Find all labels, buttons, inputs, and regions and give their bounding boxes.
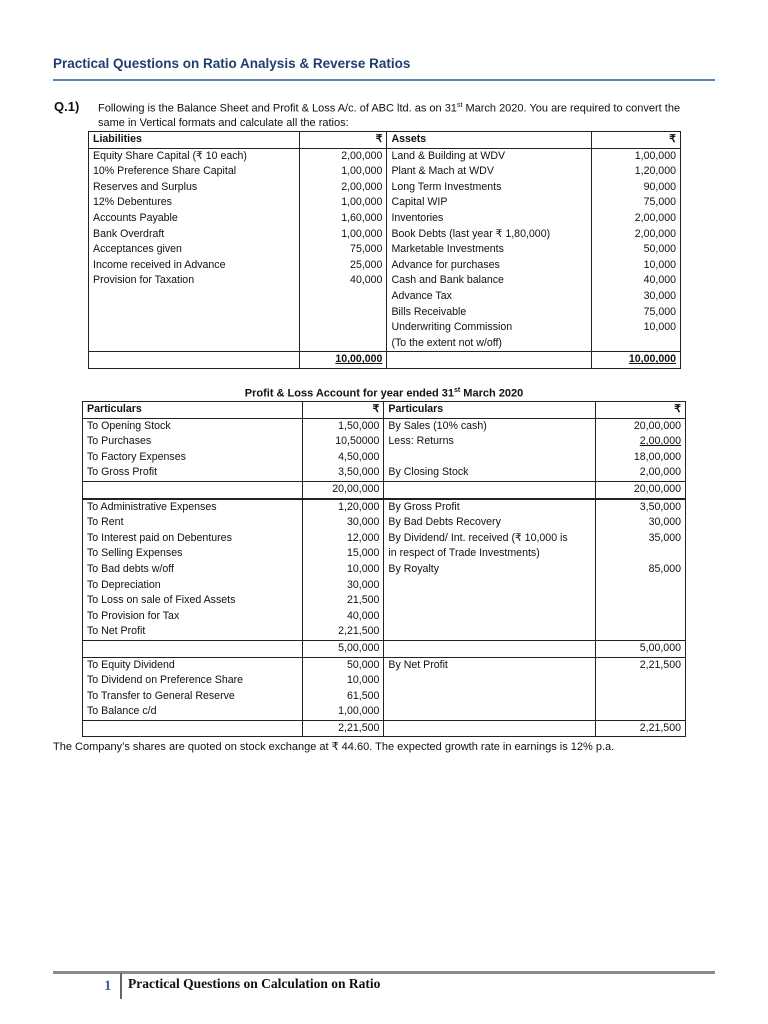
trading-row-r: By Sales (10% cash) <box>388 419 487 432</box>
balance-sheet-row <box>89 242 681 258</box>
profit-loss-row-cell <box>83 624 303 640</box>
question-text-sup: st <box>456 102 463 109</box>
profit-loss-row <box>83 515 686 531</box>
trading-row <box>83 450 686 466</box>
balance-sheet-row-cell <box>592 289 681 305</box>
balance-sheet-row-av: 50,000 <box>643 243 676 256</box>
trading-row-cell <box>384 418 596 434</box>
balance-sheet-row-cell <box>387 148 592 164</box>
profit-loss-row-cell <box>384 562 596 578</box>
appropriation-row-lv: 1,00,000 <box>338 705 380 718</box>
appropriation-row-cell <box>302 673 384 689</box>
profit-loss-row-cell <box>302 531 384 547</box>
profit-loss-row-l: To Selling Expenses <box>87 547 183 560</box>
balance-sheet-row-av: 10,000 <box>643 321 676 334</box>
profit-loss-row-cell <box>596 515 686 531</box>
profit-loss-row-lv: 40,000 <box>347 609 380 622</box>
pl-total-row-trading <box>83 481 686 498</box>
balance-sheet-row-av: 10,000 <box>643 258 676 271</box>
appropriation-row-cell <box>302 657 384 673</box>
balance-sheet-table <box>88 131 681 369</box>
balance-sheet-row-lv: 1,00,000 <box>341 227 383 240</box>
balance-sheet-row-cell <box>387 289 592 305</box>
balance-sheet-row-cell <box>592 211 681 227</box>
footer-separator <box>120 973 122 999</box>
balance-sheet-row <box>89 273 681 289</box>
balance-sheet-row-cell <box>592 320 681 336</box>
profit-loss-row-cell <box>596 593 686 609</box>
profit-loss-row-rv: 35,000 <box>648 531 681 544</box>
balance-sheet-row-a: Book Debts (last year ₹ 1,80,000) <box>391 227 551 240</box>
profit-loss-row-cell <box>302 624 384 640</box>
pl-header-row <box>83 402 686 419</box>
trading-total-debit: 20,00,000 <box>302 481 384 498</box>
profit-loss-row-cell <box>596 562 686 578</box>
balance-sheet-row-cell <box>89 195 300 211</box>
balance-sheet-header-row <box>89 132 681 149</box>
profit-loss-row-cell <box>596 624 686 640</box>
appropriation-row-cell <box>384 689 596 705</box>
balance-sheet-row-cell <box>387 242 592 258</box>
profit-loss-row-r: By Bad Debts Recovery <box>388 516 501 529</box>
appropriation-row-l: To Equity Dividend <box>87 658 175 671</box>
trading-row-r: Less: Returns <box>388 435 454 448</box>
balance-sheet-row <box>89 227 681 243</box>
balance-sheet-row-l: 12% Debentures <box>93 196 172 209</box>
profit-loss-row-l: To Net Profit <box>87 625 146 638</box>
trading-row-cell <box>384 434 596 450</box>
balance-sheet-row-cell <box>387 273 592 289</box>
balance-sheet-row-lv: 75,000 <box>350 243 383 256</box>
profit-loss-row-lv: 30,000 <box>347 578 380 591</box>
liabilities-total: 10,00,000 <box>335 353 383 366</box>
appropriation-row <box>83 704 686 720</box>
balance-sheet-row-cell <box>299 273 387 289</box>
appropriation-row-l: To Balance c/d <box>87 705 157 718</box>
trading-row-cell <box>596 465 686 481</box>
balance-sheet-row-a: Inventories <box>391 211 444 224</box>
pl-title-sup: st <box>454 387 461 394</box>
balance-sheet-row-cell <box>299 164 387 180</box>
balance-sheet-row-cell <box>89 320 300 336</box>
balance-sheet-row-cell <box>592 336 681 352</box>
appropriation-row-lv: 61,500 <box>347 689 380 702</box>
page-number: 1 <box>104 978 112 994</box>
balance-sheet-total-row <box>89 352 681 369</box>
profit-loss-row-l: To Provision for Tax <box>87 609 180 622</box>
trading-row-l: To Factory Expenses <box>87 450 186 463</box>
appropriation-row-l: To Dividend on Preference Share <box>87 674 244 687</box>
profit-loss-row-rv: 85,000 <box>648 562 681 575</box>
profit-loss-row-cell <box>596 578 686 594</box>
profit-loss-row-cell <box>302 515 384 531</box>
appropriation-row <box>83 657 686 673</box>
balance-sheet-row-cell <box>592 180 681 196</box>
appropriation-row-cell <box>384 673 596 689</box>
profit-loss-row-cell <box>384 609 596 625</box>
balance-sheet-row-lv: 25,000 <box>350 258 383 271</box>
balance-sheet-row-av: 1,00,000 <box>634 149 676 162</box>
profit-loss-row-cell <box>83 593 303 609</box>
profit-loss-row <box>83 499 686 516</box>
profit-loss-row-r: By Gross Profit <box>388 500 460 513</box>
trading-total-credit: 20,00,000 <box>596 481 686 498</box>
profit-loss-row-cell <box>83 609 303 625</box>
title-divider <box>53 79 715 81</box>
credit-particulars-header: Particulars <box>384 402 596 419</box>
balance-sheet-row-l: Bank Overdraft <box>93 227 165 240</box>
appropriation-total-credit: 2,21,500 <box>596 720 686 737</box>
balance-sheet-row <box>89 211 681 227</box>
balance-sheet-row-cell <box>387 320 592 336</box>
balance-sheet-row-cell <box>89 180 300 196</box>
balance-sheet-row-cell <box>299 211 387 227</box>
profit-loss-row-cell <box>302 609 384 625</box>
appropriation-row-rv: 2,21,500 <box>639 658 681 671</box>
profit-loss-row-cell <box>384 515 596 531</box>
appropriation-row-cell <box>384 657 596 673</box>
profit-loss-row-lv: 21,500 <box>347 594 380 607</box>
appropriation-row-cell <box>83 673 303 689</box>
profit-loss-row-rv: 3,50,000 <box>639 500 681 513</box>
assets-total: 10,00,000 <box>628 353 676 366</box>
balance-sheet-row-l: Provision for Taxation <box>93 274 195 287</box>
profit-loss-row-l: To Loss on sale of Fixed Assets <box>87 594 236 607</box>
balance-sheet-row-a: Capital WIP <box>391 196 448 209</box>
balance-sheet-row-a: Underwriting Commission <box>391 321 513 334</box>
debit-rupee-header: ₹ <box>302 402 384 419</box>
balance-sheet-row-cell <box>299 305 387 321</box>
profit-loss-row-cell <box>83 578 303 594</box>
profit-loss-row-cell <box>83 499 303 516</box>
profit-loss-row-l: To Bad debts w/off <box>87 562 174 575</box>
balance-sheet-row-a: Plant & Mach at WDV <box>391 165 494 178</box>
balance-sheet-row-cell <box>592 148 681 164</box>
profit-loss-row-l: To Administrative Expenses <box>87 500 217 513</box>
profit-loss-row <box>83 546 686 562</box>
profit-loss-row-lv: 1,20,000 <box>338 500 380 513</box>
trading-row <box>83 418 686 434</box>
balance-sheet-row <box>89 305 681 321</box>
balance-sheet-row-a: Marketable Investments <box>391 243 504 256</box>
profit-loss-row <box>83 578 686 594</box>
profit-loss-row-r: By Dividend/ Int. received (₹ 10,000 is <box>388 531 568 544</box>
profit-loss-row-cell <box>302 578 384 594</box>
balance-sheet-row <box>89 289 681 305</box>
balance-sheet-row-l: Equity Share Capital (₹ 10 each) <box>93 149 247 162</box>
balance-sheet-row-lv: 2,00,000 <box>341 149 383 162</box>
profit-loss-row-lv: 2,21,500 <box>338 625 380 638</box>
balance-sheet-row-av: 75,000 <box>643 196 676 209</box>
trading-row-cell <box>596 418 686 434</box>
profit-loss-row-cell <box>596 609 686 625</box>
pl-total-debit: 5,00,000 <box>302 640 384 657</box>
trading-row-cell <box>302 418 384 434</box>
trading-row-l: To Opening Stock <box>87 419 171 432</box>
trading-row-rv: 2,00,000 <box>639 466 681 479</box>
profit-loss-row-lv: 10,000 <box>347 562 380 575</box>
balance-sheet-row-l: 10% Preference Share Capital <box>93 165 237 178</box>
profit-loss-row <box>83 609 686 625</box>
balance-sheet-row <box>89 258 681 274</box>
pl-total-row-appropriation <box>83 720 686 737</box>
trading-row-cell <box>302 450 384 466</box>
balance-sheet-row-cell <box>299 336 387 352</box>
balance-sheet-row-cell <box>592 273 681 289</box>
trading-row-cell <box>302 465 384 481</box>
balance-sheet-row-av: 2,00,000 <box>634 227 676 240</box>
balance-sheet-row-lv: 1,00,000 <box>341 196 383 209</box>
profit-loss-row-rv: 30,000 <box>648 516 681 529</box>
balance-sheet-row-cell <box>387 227 592 243</box>
balance-sheet-row-cell <box>387 258 592 274</box>
profit-loss-row-cell <box>384 499 596 516</box>
balance-sheet-row-a: Land & Building at WDV <box>391 149 506 162</box>
trading-row-cell <box>83 434 303 450</box>
profit-loss-row-r: in respect of Trade Investments) <box>388 547 540 560</box>
balance-sheet-row-cell <box>89 273 300 289</box>
balance-sheet-row-cell <box>592 305 681 321</box>
balance-sheet-row-cell <box>89 164 300 180</box>
balance-sheet-row <box>89 336 681 352</box>
balance-sheet-row-cell <box>89 242 300 258</box>
trading-row-cell <box>596 434 686 450</box>
profit-loss-row-l: To Rent <box>87 516 124 529</box>
trading-row-lv: 1,50,000 <box>338 419 380 432</box>
trading-row <box>83 465 686 481</box>
balance-sheet-row-cell <box>387 180 592 196</box>
profit-loss-row <box>83 562 686 578</box>
balance-sheet-row-a: (To the extent not w/off) <box>391 336 502 349</box>
balance-sheet-row-cell <box>299 242 387 258</box>
balance-sheet-row-av: 1,20,000 <box>634 165 676 178</box>
balance-sheet-row-a: Advance for purchases <box>391 258 500 271</box>
credit-rupee-header: ₹ <box>596 402 686 419</box>
balance-sheet-row-l: Income received in Advance <box>93 258 226 271</box>
balance-sheet-row-cell <box>89 211 300 227</box>
profit-loss-row-r: By Royalty <box>388 562 440 575</box>
trading-row-lv: 4,50,000 <box>338 450 380 463</box>
trading-row-rv: 20,00,000 <box>633 419 681 432</box>
appropriation-row-cell <box>384 704 596 720</box>
pl-account-title <box>0 387 768 400</box>
page-title: Practical Questions on Ratio Analysis & Reverse Ratios <box>53 56 411 71</box>
balance-sheet-row-a: Long Term Investments <box>391 180 502 193</box>
pl-account-table <box>82 401 686 737</box>
question-text-part-b: March 2020. You are required to convert the same in Vertical formats and calculate all the ratios: <box>98 102 681 129</box>
appropriation-row-cell <box>83 704 303 720</box>
trading-row-lv: 3,50,000 <box>338 466 380 479</box>
profit-loss-row-cell <box>596 531 686 547</box>
footer-divider <box>53 971 715 974</box>
profit-loss-row-cell <box>384 531 596 547</box>
balance-sheet-row-cell <box>387 305 592 321</box>
trading-row-cell <box>83 418 303 434</box>
appropriation-row-l: To Transfer to General Reserve <box>87 689 235 702</box>
balance-sheet-row-cell <box>592 227 681 243</box>
balance-sheet-row-cell <box>592 258 681 274</box>
debit-particulars-header: Particulars <box>83 402 303 419</box>
liabilities-header: Liabilities <box>89 132 300 149</box>
balance-sheet-row-cell <box>592 164 681 180</box>
balance-sheet-row <box>89 180 681 196</box>
balance-sheet-row-a: Advance Tax <box>391 289 452 302</box>
balance-sheet-row-cell <box>387 164 592 180</box>
balance-sheet-row-l: Acceptances given <box>93 243 182 256</box>
balance-sheet-row-cell <box>299 289 387 305</box>
profit-loss-row-cell <box>384 578 596 594</box>
trading-row-cell <box>83 450 303 466</box>
balance-sheet-row <box>89 148 681 164</box>
profit-loss-row-cell <box>384 593 596 609</box>
appropriation-row-cell <box>596 704 686 720</box>
trading-row-cell <box>384 450 596 466</box>
balance-sheet-row-cell <box>89 289 300 305</box>
appropriation-row <box>83 689 686 705</box>
profit-loss-row-lv: 15,000 <box>347 547 380 560</box>
trading-row-l: To Gross Profit <box>87 466 158 479</box>
pl-title-part-b: March 2020 <box>460 387 524 400</box>
balance-sheet-row <box>89 195 681 211</box>
trading-row-r: By Closing Stock <box>388 466 469 479</box>
profit-loss-row-cell <box>302 562 384 578</box>
balance-sheet-row-cell <box>89 336 300 352</box>
profit-loss-row-cell <box>384 624 596 640</box>
appropriation-row-cell <box>302 704 384 720</box>
appropriation-row-cell <box>83 689 303 705</box>
profit-loss-row-cell <box>302 593 384 609</box>
footer-title: Practical Questions on Calculation on Ratio <box>128 976 381 991</box>
balance-sheet-row-cell <box>299 180 387 196</box>
balance-sheet-row-cell <box>592 242 681 258</box>
appropriation-row-cell <box>596 673 686 689</box>
profit-loss-row-cell <box>83 531 303 547</box>
balance-sheet-row-av: 40,000 <box>643 274 676 287</box>
balance-sheet-row-cell <box>299 195 387 211</box>
appropriation-row-cell <box>302 689 384 705</box>
profit-loss-row-cell <box>384 546 596 562</box>
trading-row-cell <box>302 434 384 450</box>
profit-loss-row-l: To Interest paid on Debentures <box>87 531 232 544</box>
balance-sheet-row-cell <box>299 227 387 243</box>
profit-loss-row <box>83 624 686 640</box>
balance-sheet-row-lv: 40,000 <box>350 274 383 287</box>
balance-sheet-row-cell <box>387 195 592 211</box>
balance-sheet-row <box>89 320 681 336</box>
appropriation-total-debit: 2,21,500 <box>302 720 384 737</box>
balance-sheet-row-av: 2,00,000 <box>634 211 676 224</box>
assets-header: Assets <box>387 132 592 149</box>
liabilities-rupee-header: ₹ <box>299 132 387 149</box>
balance-sheet-row-av: 75,000 <box>643 305 676 318</box>
balance-sheet-row-a: Cash and Bank balance <box>391 274 504 287</box>
balance-sheet-row-cell <box>387 211 592 227</box>
profit-loss-row <box>83 531 686 547</box>
pl-total-row-profit-loss <box>83 640 686 657</box>
appropriation-row-cell <box>596 689 686 705</box>
trading-row-l: To Purchases <box>87 435 152 448</box>
balance-sheet-row-av: 30,000 <box>643 289 676 302</box>
trading-row-rv: 2,00,000 <box>639 435 681 448</box>
trading-row-rv: 18,00,000 <box>633 450 681 463</box>
balance-sheet-row-cell <box>89 258 300 274</box>
trading-row-cell <box>384 465 596 481</box>
appropriation-row-cell <box>596 657 686 673</box>
appropriation-row-r: By Net Profit <box>388 658 448 671</box>
balance-sheet-row-cell <box>592 195 681 211</box>
assets-rupee-header: ₹ <box>592 132 681 149</box>
balance-sheet-row-lv: 1,60,000 <box>341 211 383 224</box>
balance-sheet-row-l: Reserves and Surplus <box>93 180 198 193</box>
balance-sheet-row <box>89 164 681 180</box>
balance-sheet-row-cell <box>387 336 592 352</box>
profit-loss-row-cell <box>596 499 686 516</box>
balance-sheet-row-a: Bills Receivable <box>391 305 467 318</box>
profit-loss-row-cell <box>596 546 686 562</box>
balance-sheet-row-cell <box>299 320 387 336</box>
profit-loss-row <box>83 593 686 609</box>
profit-loss-row-cell <box>302 546 384 562</box>
appropriation-row <box>83 673 686 689</box>
share-price-note: The Company’s shares are quoted on stock exchange at ₹ 44.60. The expected growth rate in earnings is 12% p.a. <box>53 741 615 753</box>
trading-row <box>83 434 686 450</box>
appropriation-row-cell <box>83 657 303 673</box>
pl-title-part-a: Profit & Loss Account for year ended 31 <box>244 387 455 400</box>
trading-row-cell <box>83 465 303 481</box>
balance-sheet-row-l: Accounts Payable <box>93 211 178 224</box>
trading-row-lv: 10,50000 <box>335 435 380 448</box>
appropriation-row-lv: 50,000 <box>347 658 380 671</box>
question-number: Q.1) <box>54 99 80 114</box>
trading-row-cell <box>596 450 686 466</box>
balance-sheet-row-cell <box>89 227 300 243</box>
balance-sheet-row-cell <box>89 305 300 321</box>
question-text <box>98 99 710 130</box>
balance-sheet-row-cell <box>89 148 300 164</box>
appropriation-row-lv: 10,000 <box>347 674 380 687</box>
profit-loss-row-l: To Depreciation <box>87 578 161 591</box>
balance-sheet-row-lv: 2,00,000 <box>341 180 383 193</box>
profit-loss-row-lv: 12,000 <box>347 531 380 544</box>
question-text-part-a: Following is the Balance Sheet and Profit & Loss A/c. of ABC ltd. as on 31 <box>98 102 457 115</box>
profit-loss-row-cell <box>83 562 303 578</box>
balance-sheet-row-cell <box>299 148 387 164</box>
balance-sheet-row-cell <box>299 258 387 274</box>
profit-loss-row-cell <box>83 546 303 562</box>
balance-sheet-row-av: 90,000 <box>643 180 676 193</box>
profit-loss-row-lv: 30,000 <box>347 516 380 529</box>
profit-loss-row-cell <box>302 499 384 516</box>
pl-total-credit: 5,00,000 <box>596 640 686 657</box>
profit-loss-row-cell <box>83 515 303 531</box>
balance-sheet-row-lv: 1,00,000 <box>341 165 383 178</box>
